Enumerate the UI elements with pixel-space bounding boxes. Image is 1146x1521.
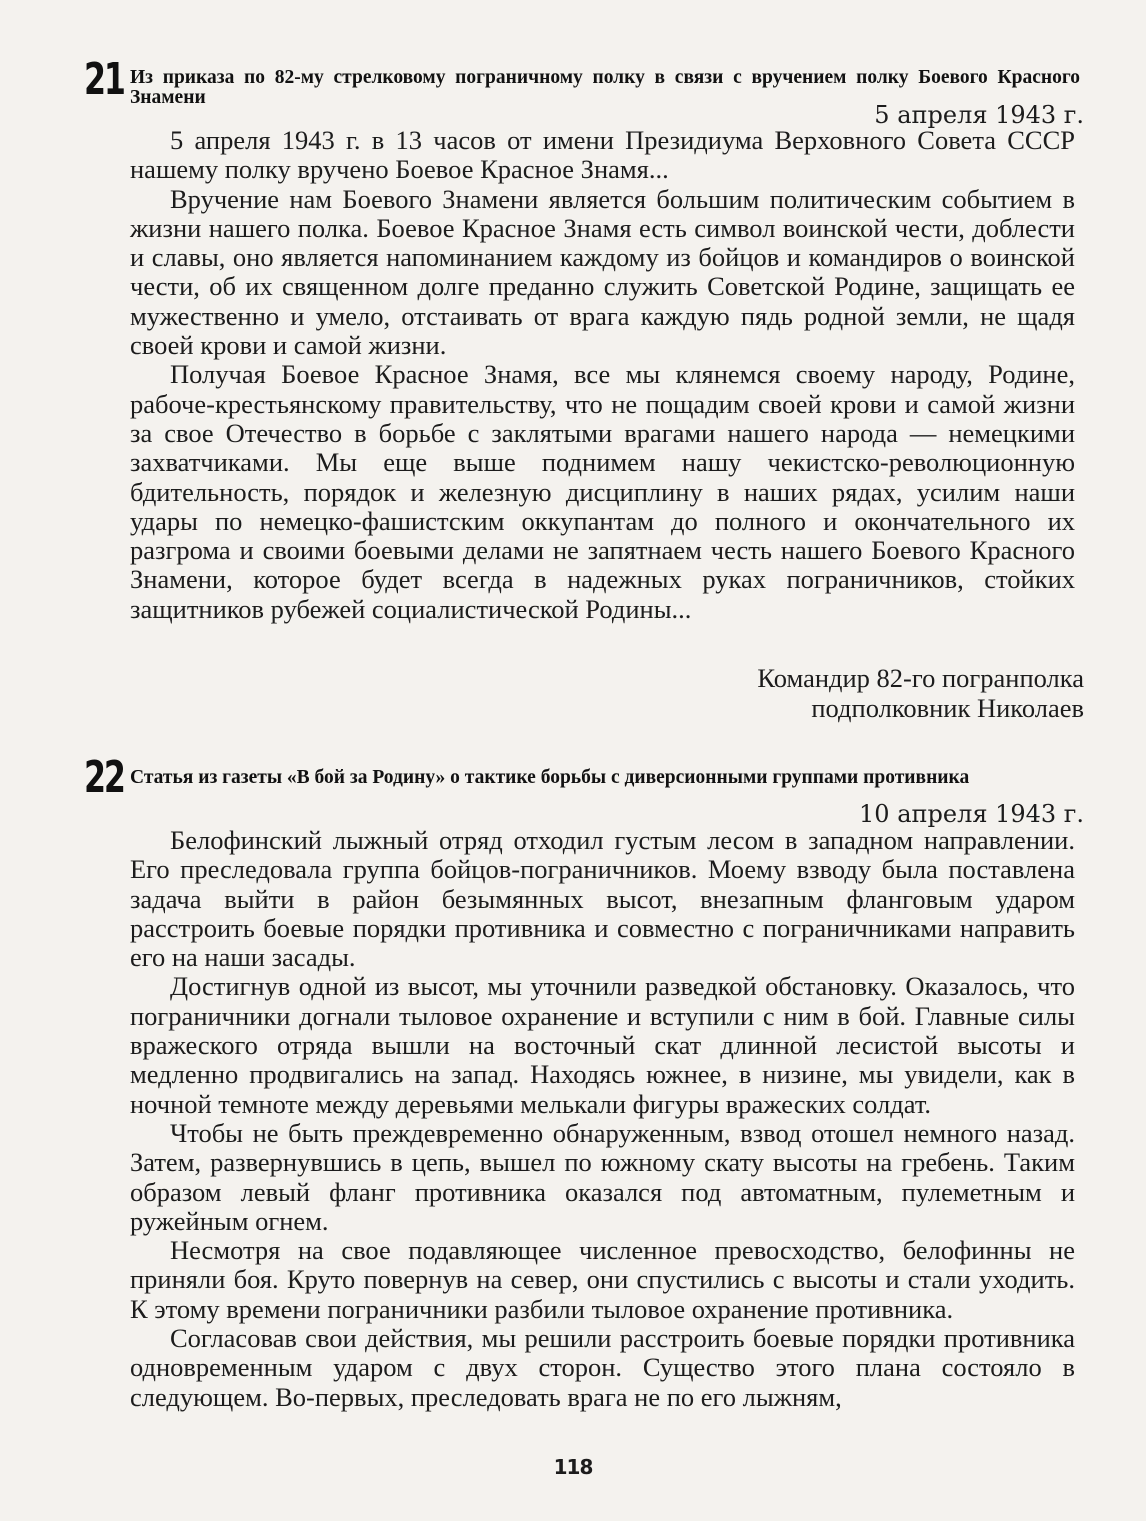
paragraph: Белофинский лыжный отряд отходил густым лесом в западном направлении. Его преследовала группа бойцов-пограничников. Моему взводу была поставлена задача выйти в район безымянных высот, внезапным фланговым ударом расстроить боевые порядки противника и совместно с пограничниками направить его на наши засады. [130, 825, 1075, 973]
page-number: 118 [553, 1455, 593, 1479]
document-number-22: 22 [84, 752, 124, 803]
document-date-21: 5 апреля 1943 г. [874, 101, 1084, 129]
paragraph: Достигнув одной из высот, мы уточнили разведкой обстановку. Оказалось, что пограничники догнали тыловое охранение и вступили с ним в бой. Главные силы вражеского отряда вышли на восточный скат длинной лесистой высоты и медленно продвигались на запад. Находясь южнее, в низине, мы увидели, как в ночной темноте между деревьями мелькали фигуры вражеских солдат. [130, 971, 1075, 1119]
paragraph: 5 апреля 1943 г. в 13 часов от имени Президиума Верховного Совета СССР нашему полку вручено Боевое Красное Знамя... [130, 125, 1075, 185]
document-date-22: 10 апреля 1943 г. [859, 800, 1084, 828]
signature-name: подполковник Николаев [811, 692, 1084, 723]
document-title-21: Из приказа по 82-му стрелковому пограничному полку в связи с вручением полку Боевого Красного Знамени [130, 67, 1080, 108]
document-number-21: 21 [84, 54, 124, 105]
paragraph: Чтобы не быть преждевременно обнаруженным, взвод отошел немного назад. Затем, развернувшись в цепь, вышел по южному скату высоты на гребень. Таким образом левый фланг противника оказался под автоматным, пулеметным и ружейным огнем. [130, 1117, 1075, 1236]
document-title-22: Статья из газеты «В бой за Родину» о тактике борьбы с диверсионными группами противника [130, 767, 970, 788]
signature-block [757, 664, 1084, 723]
paragraph: Несмотря на свое подавляющее численное превосходство, белофинны не приняли боя. Круто повернув на север, они спустились с высоты и стали уходить. К этому времени пограничники разбили тыловое охранение противника. [130, 1235, 1075, 1324]
paragraph: Согласовав свои действия, мы решили расстроить боевые порядки противника одновременным ударом с двух сторон. Существо этого плана состояло в следующем. Во-первых, преследовать врага не по его лыжням, [130, 1323, 1075, 1412]
document-body-22 [130, 826, 1075, 1412]
signature-position: Командир 82-го погранполка [757, 663, 1084, 693]
paragraph: Получая Боевое Красное Знамя, все мы клянемся своему народу, Родине, рабоче-крестьянскому правительству, что не пощадим своей крови и самой жизни за свое Отечество в борьбе с заклятыми врагами нашего народа — немецкими захватчиками. Мы еще выше поднимем нашу чекистско-революционную бдительность, порядок и железную дисциплину в наших рядах, усилим наши удары по немецко-фашистским оккупантам до полного и окончательного их разгрома и своими боевыми делами не запятнаем честь нашего Боевого Красного Знамени, которое будет всегда в надежных руках пограничников, стойких защитников рубежей социалистической Родины... [130, 359, 1075, 624]
paragraph: Вручение нам Боевого Знамени является большим политическим событием в жизни нашего полка. Боевое Красное Знамя есть символ воинской чести, доблести и славы, оно является напоминанием каждому из бойцов и командиров о воинской чести, об их священном долге преданно служить Советской Родине, защищать ее мужественно и умело, отстаивать от врага каждую пядь родной земли, не щадя своей крови и самой жизни. [130, 183, 1075, 361]
document-body-21 [130, 126, 1075, 624]
